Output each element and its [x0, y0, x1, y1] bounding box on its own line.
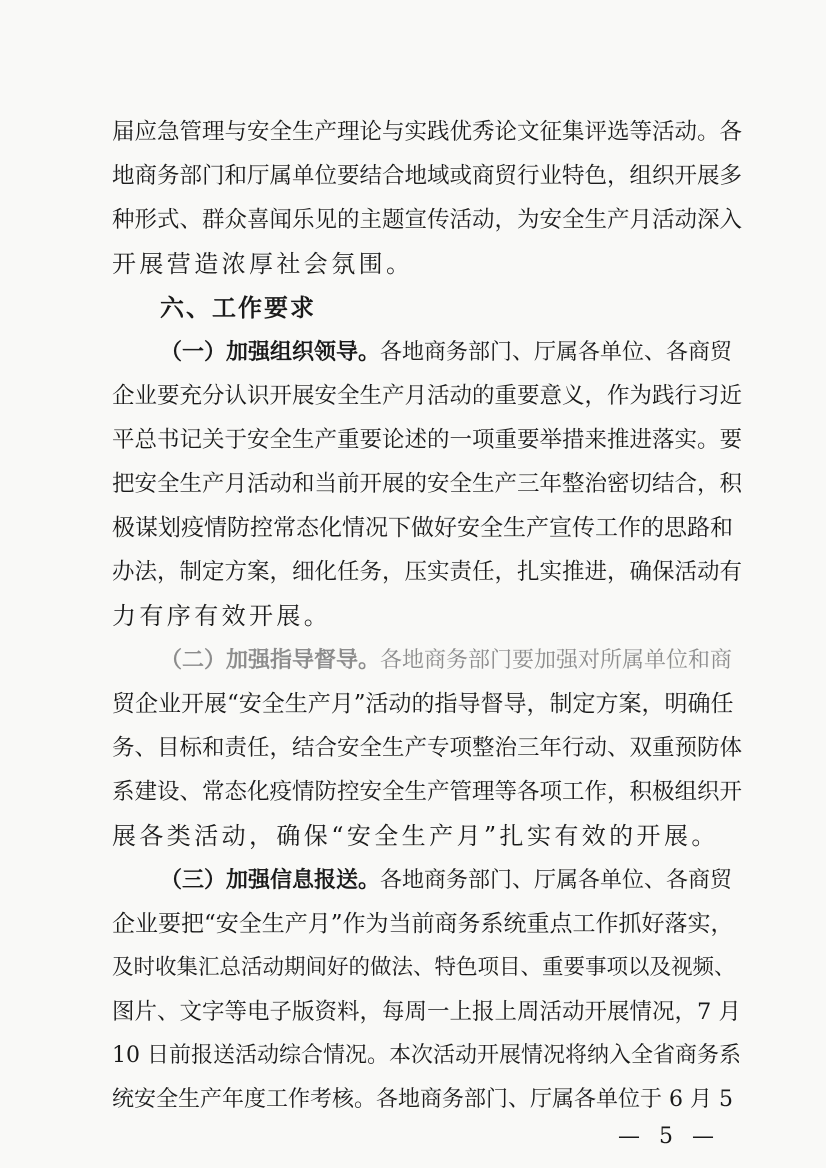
text-line: 企业要把“安全生产月”作为当前商务系统重点工作抓好落实， [112, 911, 734, 937]
paragraph-text: 各地商务部门要加强对所属单位和商 [380, 648, 733, 673]
text-line: 力有序有效开展。 [112, 602, 332, 630]
section-heading: 六、工作要求 [160, 294, 316, 322]
text-line: 展各类活动，确保“安全生产月”扎实有效的开展。 [112, 822, 719, 850]
paragraph-first-line [160, 868, 742, 893]
text-line: 把安全生产月活动和当前开展的安全生产三年整治密切结合，积 [112, 471, 743, 497]
text-line: 贸企业开展“安全生产月”活动的指导督导，制定方案，明确任 [112, 691, 734, 717]
text-line: 10 日前报送活动综合情况。本次活动开展情况将纳入全省商务系 [112, 1043, 741, 1068]
paragraph-text: 各地商务部门、厅属各单位、各商贸 [380, 868, 733, 893]
page-number: — 5 — [618, 1124, 720, 1149]
text-line: 地商务部门和厅属单位要结合地域或商贸行业特色，组织开展多 [112, 163, 743, 189]
paragraph-lead: （二）加强指导督导。 [160, 647, 381, 673]
text-line: 系建设、常态化疫情防控安全生产管理等各项工作，积极组织开 [112, 779, 743, 805]
paragraph-lead: （三）加强信息报送。 [160, 867, 381, 893]
text-line: 务、目标和责任，结合安全生产专项整治三年行动、双重预防体 [112, 735, 743, 761]
paragraph-lead: （一）加强组织领导。 [160, 339, 381, 365]
text-line: 开展营造浓厚社会氛围。 [112, 250, 414, 278]
text-line: 极谋划疫情防控常态化情况下做好安全生产宣传工作的思路和 [112, 515, 733, 541]
text-line: 办法，制定方案，细化任务，压实责任，扎实推进，确保活动有 [112, 559, 743, 585]
text-line: 平总书记关于安全生产重要论述的一项重要举措来推进落实。要 [112, 427, 743, 453]
text-line: 图片、文字等电子版资料，每周一上报上周活动开展情况，7 月 [112, 999, 741, 1025]
text-line: 种形式、群众喜闻乐见的主题宣传活动，为安全生产月活动深入 [112, 207, 743, 233]
text-line: 统安全生产年度工作考核。各地商务部门、厅属各单位于 6 月 5 [112, 1087, 733, 1112]
text-line: 及时收集汇总活动期间好的做法、特色项目、重要事项以及视频、 [112, 955, 736, 980]
paragraph-first-line [160, 340, 742, 365]
paragraph-first-line [160, 648, 742, 673]
paragraph-text: 各地商务部门、厅属各单位、各商贸 [380, 340, 733, 365]
text-line: 企业要充分认识开展安全生产月活动的重要意义，作为践行习近 [112, 383, 743, 409]
text-line: 届应急管理与安全生产理论与实践优秀论文征集评选等活动。各 [112, 119, 743, 145]
